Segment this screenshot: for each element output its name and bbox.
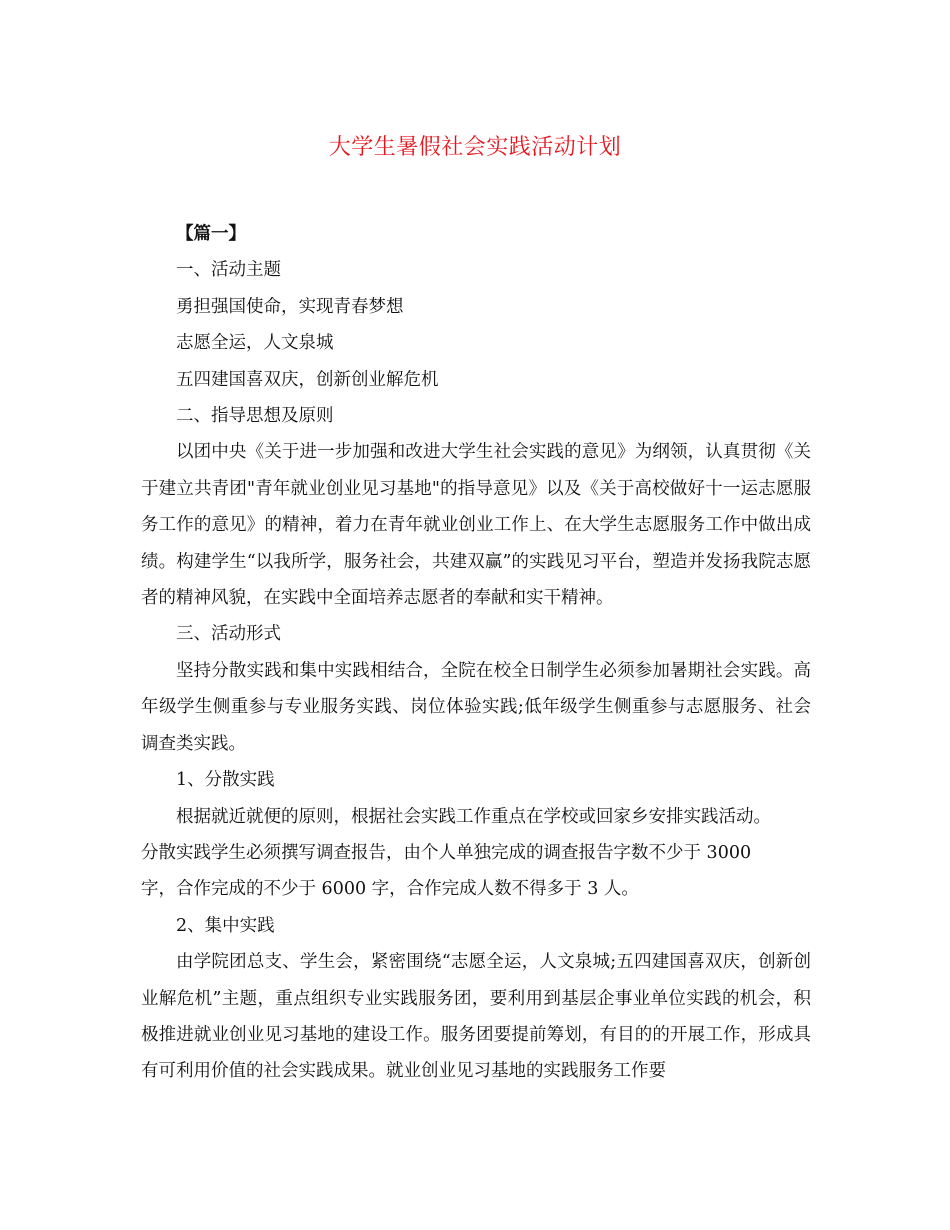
section-marker: 【篇一】 [176, 224, 246, 244]
document-title: 大学生暑假社会实践活动计划 [328, 135, 622, 160]
paragraph-centralized-practice: 由学院团总支、学生会，紧密围绕“志愿全运，人文泉城;五四建国喜双庆，创新创业解危机”主题，重点组织专业实践服务团，要利用到基层企事业单位实践的机会，积极推进就业创业见习基地的建设工作。服务团要提前筹划，有目的的开展工作，形成具有可利用价值的社会实践成果。就业创业见习基地的实践服务工作要 [141, 952, 811, 1082]
heading-activity-form: 三、活动形式 [176, 624, 281, 645]
theme-line-2: 志愿全运，人文泉城 [176, 333, 334, 354]
theme-line-3: 五四建国喜双庆，创新创业解危机 [176, 369, 439, 390]
dispersed-line-3: 字，合作完成的不少于 6000 字，合作完成人数不得多于 3 人。 [141, 879, 639, 900]
paragraph-guiding-principles: 以团中央《关于进一步加强和改进大学生社会实践的意见》为纲领，认真贯彻《关于建立共青团"青年就业创业见习基地"的指导意见》以及《关于高校做好十一运志愿服务工作的意见》的精神，着力在青年就业创业工作上、在大学生志愿服务工作中做出成绩。构建学生“以我所学，服务社会，共建双赢”的实践见习平台，塑造并发扬我院志愿者的精神风貌，在实践中全面培养志愿者的奉献和实干精神。 [141, 442, 811, 609]
dispersed-line-2: 分散实践学生必须撰写调查报告，由个人单独完成的调查报告字数不少于 3000 [141, 842, 752, 863]
heading-activity-theme: 一、活动主题 [176, 260, 281, 281]
heading-guiding-principles: 二、指导思想及原则 [176, 406, 334, 427]
theme-line-1: 勇担强国使命，实现青春梦想 [176, 296, 404, 317]
paragraph-activity-form: 坚持分散实践和集中实践相结合，全院在校全日制学生必须参加暑期社会实践。高年级学生侧重参与专业服务实践、岗位体验实践;低年级学生侧重参与志愿服务、社会调查类实践。 [141, 660, 811, 754]
dispersed-line-1: 根据就近就便的原则，根据社会实践工作重点在学校或回家乡安排实践活动。 [176, 806, 771, 827]
heading-dispersed-practice: 1、分散实践 [176, 770, 275, 791]
document-body [141, 216, 811, 1090]
paragraph-dispersed-practice [141, 799, 811, 908]
heading-centralized-practice: 2、集中实践 [176, 915, 275, 936]
